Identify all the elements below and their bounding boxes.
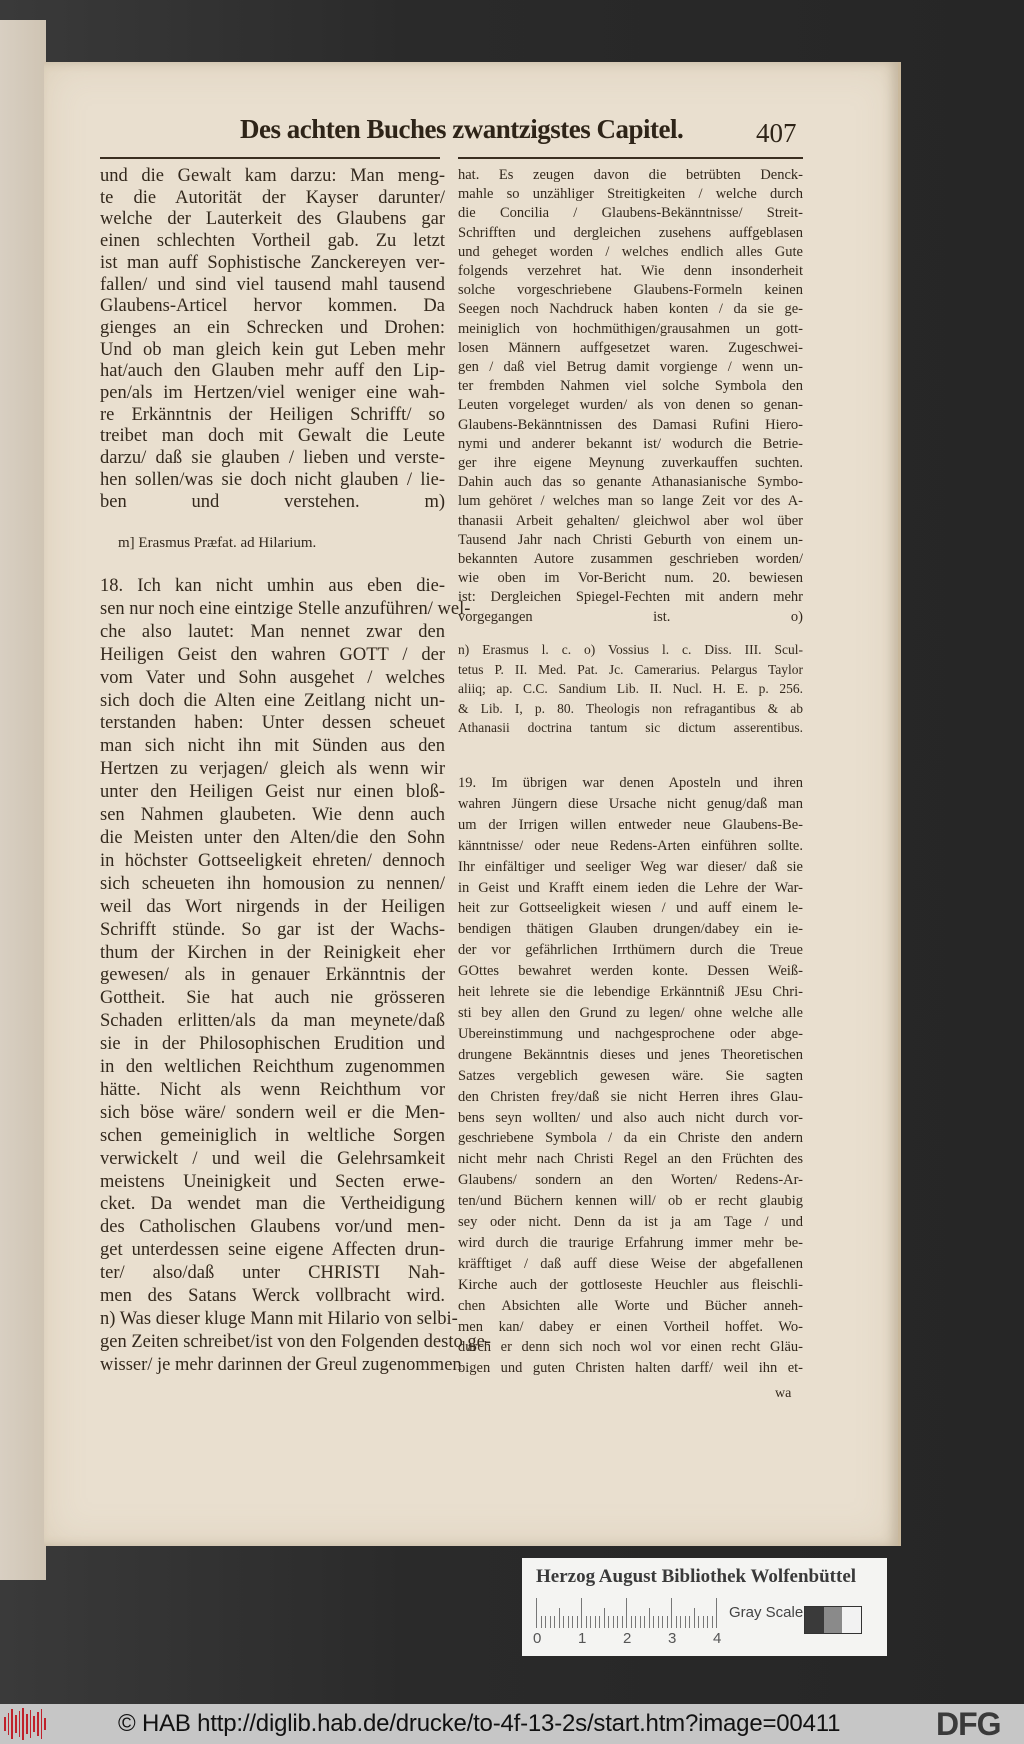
- logo-bar: [22, 1708, 24, 1740]
- text-line: cket. Da wendet man die Vertheidigung: [100, 1194, 445, 1215]
- ruler-tick: [608, 1616, 609, 1628]
- text-line: wie oben im Vor-Bericht num. 20. bewiesen: [458, 570, 803, 587]
- logo-bar: [37, 1712, 39, 1736]
- text-line: aliiq; ap. C.C. Sandium Lib. II. Nucl. H. E. p. 256.: [458, 681, 803, 696]
- text-line: Dahin auch das so genante Athanasianische Symbo-: [458, 474, 803, 491]
- text-line: Schrifft stünde. So gar ist der Wachs-: [100, 919, 445, 940]
- text-line: & Lib. I, p. 80. Theologis non refragantibus & ab: [458, 700, 803, 716]
- text-line: in höchster Gottseeligkeit ehreten/ dennoch: [100, 850, 445, 871]
- footnote-m: m] Erasmus Præfat. ad Hilarium.: [118, 535, 317, 551]
- text-line: solche vorgeschriebene Glaubens-Formeln keinen: [458, 282, 803, 299]
- ruler-tick: [604, 1608, 605, 1628]
- left-para-1: [100, 166, 445, 513]
- text-line: mahle so unzähliger Streitigkeiten / welche durch: [458, 186, 803, 203]
- text-line: und geheget worden / welches endlich alles Gute: [458, 243, 803, 260]
- ruler-label: 1: [578, 1630, 587, 1647]
- left-para-18: [100, 575, 491, 1377]
- text-line: der vor gefährlichen Irrthümern durch die Treue: [458, 942, 803, 959]
- gray-swatch: [805, 1607, 824, 1633]
- text-line: vorgegangen ist. o): [458, 608, 803, 625]
- logo-bar: [41, 1709, 43, 1739]
- text-line: schen gemeiniglich in weltliche Sorgen: [100, 1125, 445, 1146]
- ruler-tick: [599, 1616, 600, 1628]
- text-line: wahren Jüngern diese Ursache nicht genug/daß man: [458, 795, 803, 812]
- text-line: hen sollen/was sie doch nicht glauben / lie-: [100, 469, 445, 490]
- text-line: hätte. Nicht als wenn Reichthum vor: [100, 1079, 445, 1100]
- ruler-tick: [662, 1616, 663, 1628]
- ruler-tick: [640, 1616, 641, 1628]
- text-line: bendigen thätigen Glauben drungen/dabey ein ie-: [458, 921, 803, 938]
- ruler-tick: [635, 1616, 636, 1628]
- left-footnote-m: [100, 532, 445, 554]
- library-name: Herzog August Bibliothek Wolfenbüttel: [536, 1566, 857, 1587]
- ruler-tick: [694, 1608, 695, 1628]
- ruler-tick: [689, 1616, 690, 1628]
- header-rule-left: [100, 157, 440, 159]
- text-line: und die Gewalt kam darzu: Man meng-: [100, 166, 445, 186]
- ruler-tick: [685, 1616, 686, 1628]
- text-line: n) Erasmus l. c. o) Vossius l. c. Diss. III. Scul-: [458, 642, 803, 657]
- ruler-tick: [554, 1616, 555, 1628]
- text-line: hat. Es zeugen davon die betrübten Denck-: [458, 167, 803, 183]
- ruler-label: 0: [533, 1630, 542, 1647]
- ruler-tick: [649, 1608, 650, 1628]
- text-line: weil das Wort nirgends in der Heiligen: [100, 896, 445, 917]
- right-footnotes: [458, 640, 803, 738]
- text-line: folgends verzehret hat. Wie denn insonderheit: [458, 263, 803, 280]
- text-line: heit zur Gottseeligkeit wiesen / und auff einem le-: [458, 900, 803, 917]
- text-line: in den weltlichen Reichthum zugenommen: [100, 1057, 445, 1078]
- text-line: tetus P. II. Med. Pat. Jc. Camerarius. Pelargus Taylor: [458, 661, 803, 677]
- text-line: des Catholischen Glaubens vor/und men-: [100, 1217, 445, 1238]
- text-line: kräfftiget / daß auff diese Weise der abgefallenen: [458, 1255, 803, 1272]
- text-line: unter den Heiligen Geist nur einen bloß-: [100, 782, 445, 803]
- ruler-tick: [631, 1616, 632, 1628]
- ruler-tick: [550, 1616, 551, 1628]
- ruler-tick: [622, 1616, 623, 1628]
- text-line: ben und verstehen. m): [100, 491, 445, 512]
- text-line: den Christen frey/daß sie nicht Herren ihres Glau-: [458, 1088, 803, 1105]
- ruler-tick: [716, 1598, 717, 1628]
- ruler-tick: [568, 1616, 569, 1628]
- ruler-label: 3: [668, 1630, 677, 1647]
- text-line: um der Irrigen willen entweder neue Glaubens-Be-: [458, 816, 803, 833]
- ruler-tick: [698, 1616, 699, 1628]
- ruler-tick: [644, 1616, 645, 1628]
- text-line: Satzes vergeblich gewesen wäre. Sie sagten: [458, 1067, 803, 1084]
- text-line: sey oder nicht. Denn da ist ja am Tage / und: [458, 1214, 803, 1231]
- text-line: Kirche auch der gottloseste Heuchler aus fleischli-: [458, 1276, 803, 1293]
- text-line: darzu/ daß sie glauben / lieben und verste-: [100, 448, 445, 469]
- text-line: meistens Uneinigkeit und Secten erwe-: [100, 1171, 445, 1192]
- ruler-tick: [572, 1616, 573, 1628]
- text-line: 18. Ich kan nicht umhin aus eben die-: [100, 576, 445, 596]
- gray-scale-swatches: [804, 1606, 862, 1634]
- text-line: heit lehrete sie die lebendige Erkänntniß JEsu Chri-: [458, 984, 803, 1001]
- text-line: fallen/ und sind viel tausend mahl tausend: [100, 274, 445, 295]
- text-line: Leuten vorgeleget wurden/ als von denen so genan-: [458, 397, 803, 414]
- text-line: ter frembden Nahmen viel solche Symbola den: [458, 378, 803, 395]
- ruler-tick: [541, 1616, 542, 1628]
- text-line: Heiligen Geist den wahren GOTT / der: [100, 644, 445, 665]
- hab-logo-icon: [4, 1708, 46, 1740]
- text-line: durch er denn sich noch wol vor einen recht Gläu-: [458, 1339, 803, 1356]
- logo-bar: [19, 1711, 21, 1737]
- text-line: GOttes bewahret werden konte. Dessen Weiß-: [458, 963, 803, 980]
- text-line: känntnisse/ oder neue Redens-Arten einführen sollte.: [458, 837, 803, 854]
- text-line: get unterdessen seine eigene Affecten drun-: [100, 1240, 445, 1261]
- running-head: Des achten Buches zwantzigstes Capitel.: [240, 114, 684, 144]
- text-line: wisser/ je mehr darinnen der Greul zugenommen: [100, 1354, 462, 1375]
- ruler-tick: [536, 1598, 537, 1628]
- text-line: Tausend Jahr nach Christi Geburth von einem un-: [458, 531, 803, 548]
- text-line: ist: Dergleichen Spiegel-Fechten mit andern mehr: [458, 589, 803, 606]
- text-line: nicht mehr nach Christi Regel an den Früchten des: [458, 1151, 803, 1168]
- text-line: thum der Kirchen in der Reinigkeit eher: [100, 942, 445, 963]
- text-line: die Concilia / Glaubens-Bekänntnisse/ Streit-: [458, 205, 803, 222]
- ruler-tick: [581, 1598, 582, 1628]
- text-line: sich scheueten ihn homousion zu nennen/: [100, 873, 445, 894]
- text-line: sich doch die Alten eine Zeitlang nicht un-: [100, 690, 445, 711]
- text-line: Athanasii doctrina tantum sic dictum asserentibus.: [458, 720, 803, 735]
- text-line: Schrifften und dergleichen zusehens auffgeblasen: [458, 224, 803, 241]
- text-line: bigen und guten Christen halten darff/ weil ihn et-: [458, 1360, 803, 1377]
- text-line: sich böse wäre/ sondern weil er die Men-: [100, 1102, 445, 1123]
- logo-bar: [44, 1718, 46, 1730]
- text-line: te die Autorität der Kayser darunter/: [100, 187, 445, 208]
- gray-swatch: [842, 1607, 861, 1633]
- ruler-tick: [595, 1616, 596, 1628]
- text-line: nymi und anderer bekannt ist/ wodurch die Betrie-: [458, 435, 803, 452]
- ruler-tick: [617, 1616, 618, 1628]
- text-line: verwickelt / und weil die Gelehrsamkeit: [100, 1148, 445, 1169]
- text-line: gen Zeiten schreibet/ist von den Folgenden desto ge-: [100, 1331, 491, 1352]
- text-line: terstanden haben: Unter dessen scheuet: [100, 713, 445, 734]
- logo-bar: [15, 1715, 17, 1733]
- text-line: man sich nicht ihn mit Sünden aus den: [100, 736, 445, 757]
- ruler-tick: [613, 1616, 614, 1628]
- text-line: gienges an ein Schrecken und Drohen:: [100, 317, 445, 338]
- right-para-continued: [458, 166, 803, 627]
- ruler-tick: [671, 1598, 672, 1628]
- ruler-scale: [536, 1598, 718, 1628]
- ruler-tick: [680, 1616, 681, 1628]
- text-line: ger ihre eigene Meynung zuverkauffen suchten.: [458, 455, 803, 472]
- text-line: Und ob man gleich kein gut Leben mehr: [100, 339, 445, 360]
- ruler-tick: [676, 1616, 677, 1628]
- ruler-tick: [712, 1616, 713, 1628]
- ruler-tick: [626, 1598, 627, 1628]
- logo-bar: [30, 1710, 32, 1738]
- text-line: n) Was dieser kluge Mann mit Hilario von selbi-: [100, 1309, 458, 1329]
- text-line: sie in der Philosophischen Erudition und: [100, 1034, 445, 1055]
- text-line: pen/als im Hertzen/viel weniger eine wah-: [100, 383, 445, 404]
- ruler-tick: [653, 1616, 654, 1628]
- text-line: bekannten Autore zusammen geschrieben worden/: [458, 551, 803, 568]
- ruler-label: 4: [713, 1630, 722, 1647]
- text-line: Glaubens-Articel hervor kommen. Da: [100, 296, 445, 317]
- text-line: ten/und Büchern kennen will/ ob er recht glaubig: [458, 1193, 803, 1210]
- text-line: ist man auff Sophistische Zanckereyen ver-: [100, 252, 445, 273]
- logo-bar: [4, 1717, 6, 1731]
- text-line: geschriebene Symbola / da ein Christe den andern: [458, 1130, 803, 1147]
- text-line: lum gehöret / welches man so lange Zeit vor des A-: [458, 493, 803, 510]
- text-line: Seegen noch Nachdruck haben konten / da sie ge-: [458, 301, 803, 318]
- logo-bar: [26, 1714, 28, 1734]
- text-line: meiniglich von hochmüthigen/grausahmen un gott-: [458, 320, 803, 337]
- ruler-tick: [703, 1616, 704, 1628]
- text-line: Schaden erlitten/als da man meynete/daß: [100, 1011, 445, 1032]
- text-line: treibet man doch mit Gewalt die Leute: [100, 426, 445, 447]
- ruler-tick: [563, 1616, 564, 1628]
- text-line: einen schlechten Vortheil gab. Zu letzt: [100, 231, 445, 252]
- text-line: ter/ also/daß unter CHRISTI Nah-: [100, 1263, 445, 1284]
- header-rule-right: [458, 157, 803, 159]
- text-line: re Erkänntnis der Heiligen Schrifft/ so: [100, 404, 445, 425]
- text-line: Hertzen zu verjagen/ gleich als wenn wir: [100, 759, 445, 780]
- ruler-tick: [658, 1616, 659, 1628]
- text-line: hat/auch den Glauben mehr auff den Lip-: [100, 361, 445, 382]
- text-line: wird durch die traurige Erfahrung immer mehr be-: [458, 1234, 803, 1251]
- text-line: men kan/ dabey er einen Vortheil hoffet. Wo-: [458, 1318, 803, 1335]
- ruler-label: 2: [623, 1630, 632, 1647]
- ruler-tick: [586, 1616, 587, 1628]
- previous-page-edge: [0, 20, 46, 1580]
- text-line: Glaubens-Bekänntnissen des Damasi Rufini Hiero-: [458, 416, 803, 433]
- text-line: 19. Im übrigen war denen Aposteln und ihren: [458, 775, 803, 791]
- dfg-logo: DFG: [936, 1706, 1001, 1742]
- text-line: die Meisten unter den Alten/die den Sohn: [100, 827, 445, 848]
- catchword: wa: [775, 1386, 792, 1401]
- text-line: thanasii Arbeit gehalten/ gleichwol aber wol über: [458, 512, 803, 529]
- text-line: men des Satans Werck vollbracht wird.: [100, 1286, 445, 1307]
- logo-bar: [33, 1716, 35, 1732]
- gray-swatch: [824, 1607, 843, 1633]
- gray-scale-label: Gray Scale: [729, 1604, 804, 1621]
- text-line: Gottheit. Sie hat auch nie grösseren: [100, 988, 445, 1009]
- logo-bar: [8, 1713, 10, 1735]
- text-line: Glaubens/ sondern an den Worten/ Redens-Ar-: [458, 1172, 803, 1189]
- text-line: welche der Lauterkeit des Glaubens gar: [100, 209, 445, 230]
- text-line: sen nur noch eine eintzige Stelle anzuführen/ wel-: [100, 598, 471, 619]
- footer-bar: [0, 1704, 1024, 1744]
- text-line: sti bey allen den Grund zu legen/ ohne welche alle: [458, 1004, 803, 1021]
- logo-bar: [11, 1709, 13, 1739]
- text-line: bens seyn wollten/ und also auch nicht durch vor-: [458, 1109, 803, 1126]
- copyright-link[interactable]: © HAB http://diglib.hab.de/drucke/to-4f-13-2s/start.htm?image=00411: [118, 1710, 841, 1737]
- text-line: gen / daß viel Betrug damit vorgienge / wenn un-: [458, 359, 803, 376]
- page-number: 407: [756, 118, 797, 148]
- text-line: sen Nahmen glaubeten. Wie denn auch: [100, 805, 445, 826]
- ruler-tick: [545, 1616, 546, 1628]
- ruler-tick: [667, 1616, 668, 1628]
- right-para-19: [458, 773, 803, 1379]
- text-line: che also lautet: Man nennet zwar den: [100, 621, 445, 642]
- text-line: drungene Bekänntnis dieses und jenes Theoretischen: [458, 1046, 803, 1063]
- text-line: in Geist und Krafft einem ieden die Lehre der War-: [458, 879, 803, 896]
- ruler-tick: [577, 1616, 578, 1628]
- calibration-card: [522, 1558, 887, 1656]
- text-line: losen Männern auffgesetzet waren. Zugeschwei-: [458, 339, 803, 356]
- ruler-tick: [590, 1616, 591, 1628]
- text-line: gewesen/ als in genauer Erkänntnis der: [100, 965, 445, 986]
- text-line: Ihr einfältiger und seeliger Weg war dieser/ daß sie: [458, 858, 803, 875]
- ruler-tick: [559, 1608, 560, 1628]
- ruler-tick: [707, 1616, 708, 1628]
- text-line: vom Vater und Sohn ausgehet / welches: [100, 667, 445, 688]
- text-line: Ubereinstimmung und nachgesprochene oder abge-: [458, 1025, 803, 1042]
- text-line: chen Absichten alle Worte und Bücher anneh-: [458, 1297, 803, 1314]
